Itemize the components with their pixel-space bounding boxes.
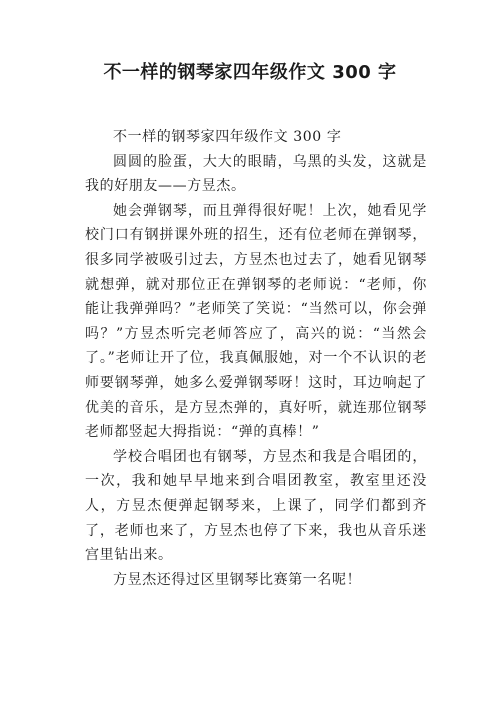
paragraph: 圆圆的脸蛋，大大的眼睛，乌黑的头发，这就是我的好朋友——方昱杰。 bbox=[85, 153, 427, 195]
paragraph: 不一样的钢琴家四年级作文 300 字 bbox=[113, 129, 342, 145]
paragraph: 她会弹钢琴，而且弹得很好呢！上次，她看见学校门口有钢拼课外班的招生，还有位老师在弹钢琴，很多同学被吸引过去，方昱杰也过去了，她看见钢琴就想弹，就对那位正在弹钢琴的老师说：“老师，你能让我弹弹吗？”老师笑了笑说：“当然可以，你会弹吗？”方昱杰听完老师答应了，高兴的说：“当然会了。”老师让开了位，我真佩服她，对一个不认识的老师要钢琴弹，她多么爱弹钢琴呀！这时，耳边响起了优美的音乐，是方昱杰弹的，真好听，就连那位钢琴老师都竖起大拇指说：“弹的真棒！” bbox=[85, 202, 427, 441]
paragraph: 方昱杰还得过区里钢琴比赛第一名呢！ bbox=[113, 571, 362, 588]
paragraph: 学校合唱团也有钢琴，方昱杰和我是合唱团的，一次，我和她早早地来到合唱团教室，教室里还没人，方昱杰便弹起钢琴来，上课了，同学们都到齐了，老师也来了，方昱杰也停了下来，我也从音乐迷宫里钻出来。 bbox=[85, 448, 427, 564]
document-body bbox=[85, 125, 427, 592]
document-title: 不一样的钢琴家四年级作文 300 字 bbox=[103, 62, 397, 83]
